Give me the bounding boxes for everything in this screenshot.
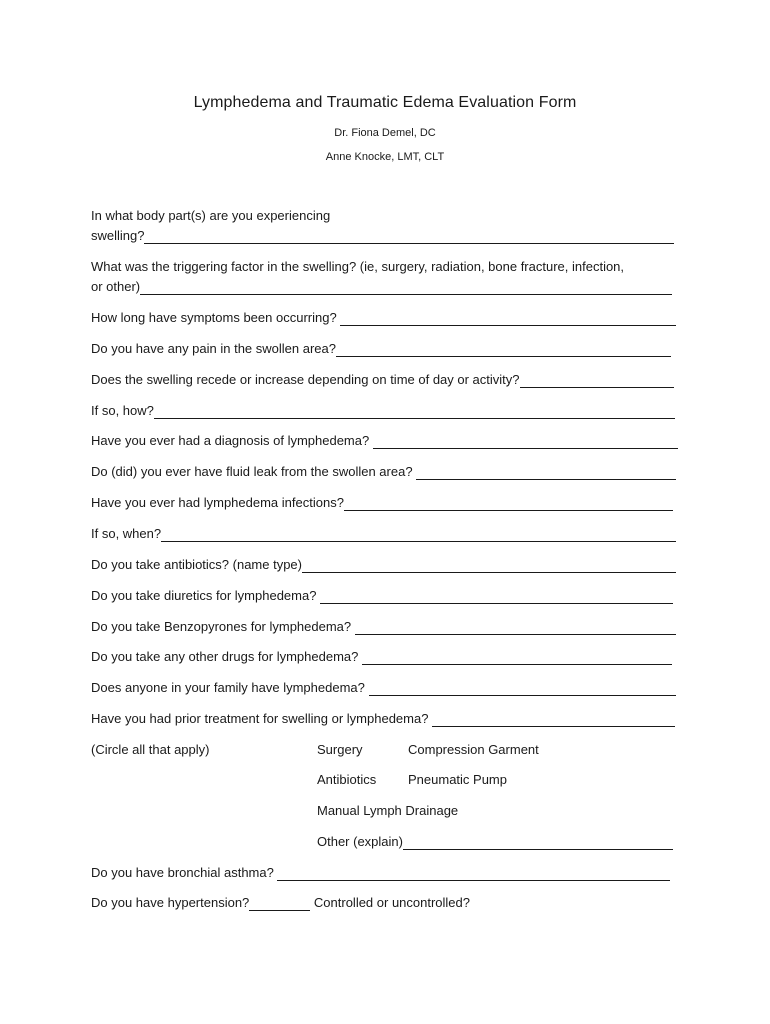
option-pneumatic-pump[interactable]: Pneumatic Pump [408, 772, 507, 787]
antibiotics-answer-line[interactable] [302, 559, 676, 573]
question-if-so-when-label: If so, when? [91, 526, 162, 541]
question-recede-label: Does the swelling recede or increase depending on time of day or activity? [91, 372, 520, 387]
option-other-label[interactable]: Other (explain) [317, 834, 403, 849]
question-other-drugs [91, 649, 672, 665]
question-if-so-how-label: If so, how? [91, 403, 154, 418]
hypertension-answer-line[interactable] [249, 897, 310, 911]
question-how-long-label: How long have symptoms been occurring? [91, 310, 337, 325]
option-surgery[interactable]: Surgery [317, 742, 363, 757]
question-family-label: Does anyone in your family have lymphedema? [91, 680, 365, 695]
body-part-answer-line[interactable] [144, 230, 674, 244]
question-diuretics [91, 588, 673, 604]
if-so-how-answer-line[interactable] [154, 405, 675, 419]
other-drugs-answer-line[interactable] [362, 651, 672, 665]
question-hypertension [91, 895, 470, 911]
question-trigger [91, 259, 672, 295]
question-body-part-label-2: swelling? [91, 228, 145, 243]
question-prior-treatment-label: Have you had prior treatment for swelling or lymphedema? [91, 711, 429, 726]
question-asthma-label: Do you have bronchial asthma? [91, 865, 274, 880]
question-benzopyrones-label: Do you take Benzopyrones for lymphedema? [91, 619, 352, 634]
question-infections-label: Have you ever had lymphedema infections? [91, 495, 344, 510]
option-other [317, 834, 673, 850]
question-diagnosis [91, 433, 678, 449]
form-title: Lymphedema and Traumatic Edema Evaluation Form [193, 94, 577, 111]
other-explain-answer-line[interactable] [403, 836, 673, 850]
question-body-part-label-1: In what body part(s) are you experiencing [91, 208, 331, 223]
option-compression-garment[interactable]: Compression Garment [408, 742, 539, 757]
recede-answer-line[interactable] [520, 374, 674, 388]
benzopyrones-answer-line[interactable] [355, 621, 676, 635]
diagnosis-answer-line[interactable] [373, 435, 678, 449]
circle-instruction: (Circle all that apply) [91, 742, 210, 757]
prior-treatment-answer-line[interactable] [432, 713, 675, 727]
question-pain-label: Do you have any pain in the swollen area? [91, 341, 336, 356]
question-if-so-how [91, 403, 675, 419]
question-infections [91, 495, 673, 511]
infections-answer-line[interactable] [344, 497, 673, 511]
question-if-so-when [91, 526, 676, 542]
pain-answer-line[interactable] [336, 343, 671, 357]
asthma-answer-line[interactable] [277, 867, 670, 881]
question-prior-treatment [91, 711, 675, 727]
diuretics-answer-line[interactable] [320, 590, 673, 604]
question-trigger-label-2: or other) [91, 279, 141, 294]
question-pain [91, 341, 671, 357]
question-how-long [91, 310, 676, 326]
question-hypertension-suffix: Controlled or uncontrolled? [313, 895, 471, 910]
question-antibiotics [91, 557, 676, 573]
question-other-drugs-label: Do you take any other drugs for lymphedema? [91, 649, 359, 664]
how-long-answer-line[interactable] [340, 312, 676, 326]
question-trigger-label-1: What was the triggering factor in the swelling? (ie, surgery, radiation, bone fracture, infection, [91, 259, 625, 274]
family-answer-line[interactable] [369, 682, 677, 696]
author-knocke: Anne Knocke, LMT, CLT [325, 151, 445, 163]
question-recede [91, 372, 674, 388]
question-asthma [91, 865, 670, 881]
question-body-part [91, 208, 674, 244]
question-fluid-leak-label: Do (did) you ever have fluid leak from the swollen area? [91, 464, 413, 479]
question-diuretics-label: Do you take diuretics for lymphedema? [91, 588, 317, 603]
question-fluid-leak [91, 464, 676, 480]
question-hypertension-label: Do you have hypertension? [91, 895, 250, 910]
author-demel: Dr. Fiona Demel, DC [334, 127, 436, 139]
trigger-answer-line[interactable] [140, 281, 672, 295]
question-benzopyrones [91, 619, 676, 635]
option-manual-lymph-drainage[interactable]: Manual Lymph Drainage [317, 803, 459, 818]
question-family [91, 680, 676, 696]
question-antibiotics-label: Do you take antibiotics? (name type) [91, 557, 302, 572]
option-antibiotics[interactable]: Antibiotics [317, 772, 377, 787]
fluid-leak-answer-line[interactable] [416, 466, 676, 480]
question-diagnosis-label: Have you ever had a diagnosis of lymphedema? [91, 433, 370, 448]
if-so-when-answer-line[interactable] [161, 528, 676, 542]
